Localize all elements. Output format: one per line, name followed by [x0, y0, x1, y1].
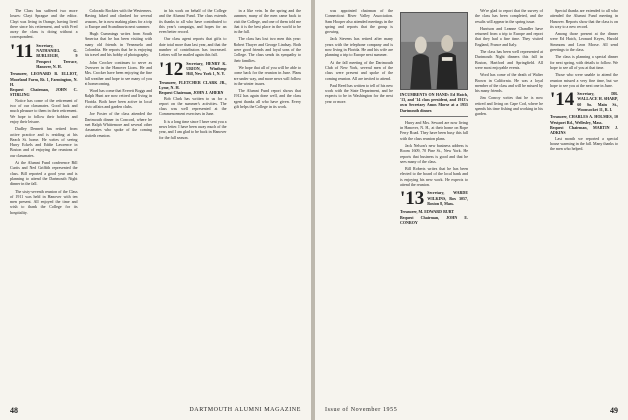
left-columns — [10, 8, 301, 406]
photo-image — [401, 13, 467, 89]
paragraph: Joe Foster of the class attended the Dartmouth dinner in Concord, where he met Ralph Whittemore and several other classmates who spoke of the coming sixtieth reunion. — [84, 111, 152, 138]
magazine-title: DARTMOUTH ALUMNI MAGAZINE — [189, 407, 301, 413]
left-page — [0, 0, 311, 420]
paragraph: We're glad to report that the survey of the class has been completed, and the results will appear in the spring issue. — [475, 8, 543, 24]
class-secretary: Secretary, NATHANIEL G. BURLEIGH, 9 Prospect Terrace, Hanover, N. H. — [36, 42, 78, 69]
paragraph: The class has lost two men this year: Robert Thayer and George Lindsay. Both were good friends and loyal sons of the College. The class sends its sympathy to their families. — [233, 36, 301, 63]
paragraph: The sixty-seventh reunion of the Class of 1911 was held in Hanover with ten men present. All enjoyed the time and wish to thank the College for its hospitality. — [10, 188, 78, 215]
class-treasurer: Treasurer, CHARLES A. HOLMES, 10 Westport Rd., Wellesley, Mass. — [550, 114, 618, 125]
bequest-chairman: Bequest Chairman, MARTIN J. ADKINS — [550, 124, 618, 136]
dinner-photo — [400, 12, 468, 90]
right-column-4 — [550, 8, 618, 406]
left-column-1 — [10, 8, 78, 406]
class-number: '14 — [550, 89, 575, 111]
right-columns — [325, 8, 618, 406]
class-entry-1914 — [550, 91, 618, 112]
paragraph: was appointed chairman of the Connecticut River Valley Association. Sam Hooper also attended meetings in the spring and reports that the group is growing. — [325, 8, 393, 35]
class-number: '11 — [10, 40, 34, 62]
paragraph: It is a long time since I have sent you a news letter. I have been away much of the year, and I am glad to be back in Hanover for the fall season. — [159, 118, 227, 140]
paragraph: Bill Roberts writes that he has been elected to the board of the local bank and is enjoying his new work. He expects to attend the reunion. — [400, 166, 468, 188]
paragraph: Bob Clark has written to us for a report on the summer's activities. The class was well represented at the Commencement exercises in June. — [159, 95, 227, 117]
paragraph: Word has come that Everett Boggs and Ralph Hunt are now retired and living in Florida. Both have been active in local civic affairs and garden clubs. — [84, 88, 152, 110]
left-column-4 — [234, 8, 302, 406]
paragraph: The class is planning a special dinner for next spring, with details to follow. We hope to see all of you at that time. — [550, 54, 618, 70]
paragraph: Notice has come of the retirement of two of our classmates. Good luck and much pleasure to them in their retirement. We hope to follow their hobbies and enjoy their leisure. — [10, 97, 78, 124]
paragraph: Dudley Dennett has retired from active practice and is residing at his Beach St. home. He writes of seeing Harry Eckels and Eddie Lawrence in Boston and of enjoying the reunions of our classmates. — [10, 126, 78, 158]
divider — [400, 116, 468, 117]
paragraph: in his work on behalf of the College and the Alumni Fund. The class extends its thanks to all who have contributed to this year's campaign, and hopes for an even better record. — [159, 8, 227, 35]
paragraph: Word has come of the death of Walter Brown in California. He was a loyal member of the class and will be missed by his many friends. — [475, 72, 543, 94]
paragraph: Harry and Mrs. Seward are now living in Hanover, N. H., at their home on Rope Ferry Road. They have been busy this fall with the class reunion plans. — [400, 119, 468, 141]
left-footer — [10, 405, 301, 415]
paragraph: in a like vein. In the spring and the summer, many of the men came back to visit the College, and one of them told me that it is the best place in the world to be in the fall. — [233, 8, 301, 35]
bequest-chairman: Bequest Chairman, JOHN J. AHERN — [159, 90, 224, 96]
paragraph: Among those present at the dinner were Ed Hatch, Leonard Keyes, Harold Simmons and Leon Morse. All send greetings to the class. — [550, 31, 618, 53]
paragraph: Colorado Rockies with the Westerners. Having hiked and climbed for several seasons, he is now making plans for a trip to Europe and Scandinavia next summer. — [84, 8, 152, 29]
class-secretary: Secretary, DR. WALLACE H. SHARP, 60 So. Main St., Woonsocket 11, R. I. — [577, 91, 618, 113]
paragraph: Our class agent reports that gifts to date total more than last year, and that the number of contributors has increased. Letters will be mailed again this fall. — [159, 36, 227, 58]
right-column-3 — [475, 8, 543, 406]
paragraph: Special thanks are extended to all who attended the Alumni Fund meeting in Hanover. Reports show that the class is on its way to a new record. — [550, 8, 618, 29]
class-treasurer: Treasurer, LEONARD B. ELLIOT, Moorland Farm, Rt. 1, Farmington, N. H. — [10, 71, 78, 87]
paragraph: Jim Conroy writes that he is now retired and living on Cape Cod, where he spends his time fishing and working in his garden. — [475, 95, 543, 117]
paragraph: At the Alumni Fund conference Bill Curtis and Ned Griffith represented the class. Bill reported a good year and is planning to attend the Dartmouth Night dinner in the fall. — [10, 160, 78, 187]
paragraph: Those who were unable to attend the reunion missed a very fine time, but we hope to see you at the next one in June. — [550, 72, 618, 88]
paragraph: Jack Stevens has retired after many years with the telephone company and is now living in Florida. He and his wife are planning a trip to Europe next summer. — [325, 36, 393, 58]
paragraph: Jack Nelson's new business address is Room 1609, 70 Pine St., New York. He reports that business is good and that he sees many of the class. — [400, 143, 468, 164]
class-entry-1911 — [10, 40, 78, 69]
paragraph: At the fall meeting of the Dartmouth Club of New York, several men of the class were present and spoke of the coming reunion. All are invited to attend. — [325, 59, 393, 81]
left-column-2 — [85, 8, 153, 406]
paragraph: Last month we reported a special house warming in the fall. Many thanks to the men who helped. — [550, 135, 618, 152]
class-secretary: Secretary, HENRY K. URION, Winthrop Hill, New York 1, N. Y. — [186, 60, 227, 77]
class-secretary: Secretary, WARDE WILKINS, Box 3057, Boston 8, Mass. — [427, 190, 468, 206]
class-number: '12 — [159, 58, 184, 80]
paragraph: John Crocker continues to serve as Overseer in the Hanover Lions. He and Mrs. Crocker have been enjoying the fine fall weather and hope to see many of you at homecoming. — [84, 59, 152, 86]
right-footer — [325, 405, 618, 415]
paragraph: Hugh Cummings writes from South America that he has been visiting with many old friends in Venezuela and Colombia. He reports that he is enjoying his travel and his hobby of photography. — [84, 31, 152, 58]
issue-date: Issue of November 1955 — [325, 407, 398, 413]
paragraph: Harrison and Leanne Chandler have returned from a trip to Europe and report that they had a fine time. They visited England, France and Italy. — [475, 25, 543, 47]
right-column-2 — [400, 8, 468, 406]
paragraph: Paul Reed has written to tell of his new work with the State Department, and he expects to be in Washington for the next year or more. — [325, 82, 393, 104]
photo-caption: INCUMBENTS ON HAND: Ed Hatch, '13, and '14 class president, and 1913's own Secretary Amos Morse at a 1955 Dartmouth dinner. — [400, 92, 468, 113]
intro-paragraph: The Class has suffered two more losses: Clayt Sprague and the editor. Clayt was living in Orange, having lived there since his retirement, and with Fred away the class is doing without a correspondent. — [10, 8, 78, 40]
paragraph: The Alumni Fund report shows that 1912 has again done well, and the class agent thanks all who have given. Every gift helps the College in its work. — [233, 88, 301, 110]
left-column-3 — [159, 8, 227, 406]
class-number: '13 — [400, 188, 425, 210]
class-treasurer: Treasurer, M. EDWARD BURT — [400, 209, 455, 215]
class-entry-1912 — [159, 58, 227, 80]
right-column-1 — [325, 8, 393, 406]
page-number: 48 — [10, 405, 18, 415]
right-page — [315, 0, 628, 420]
paragraph: The class has been well represented at Dartmouth Night dinners this fall in Boston, Hartford and Springfield. All were most enjoyable events. — [475, 49, 543, 70]
class-treasurer: Treasurer, FLETCHER CLARK JR., Lyme, N. H. — [159, 79, 227, 90]
bequest-chairman: Bequest Chairman, JOHN E. CONROY — [400, 214, 468, 225]
paragraph: We hope that all of you will be able to come back for the reunion in June. Plans are under way, and more news will follow in the winter issues. — [233, 64, 301, 86]
page-number: 49 — [610, 405, 618, 415]
bequest-chairman: Bequest Chairman, JOHN C. STIRLING — [10, 87, 78, 98]
class-entry-1913 — [400, 188, 468, 210]
